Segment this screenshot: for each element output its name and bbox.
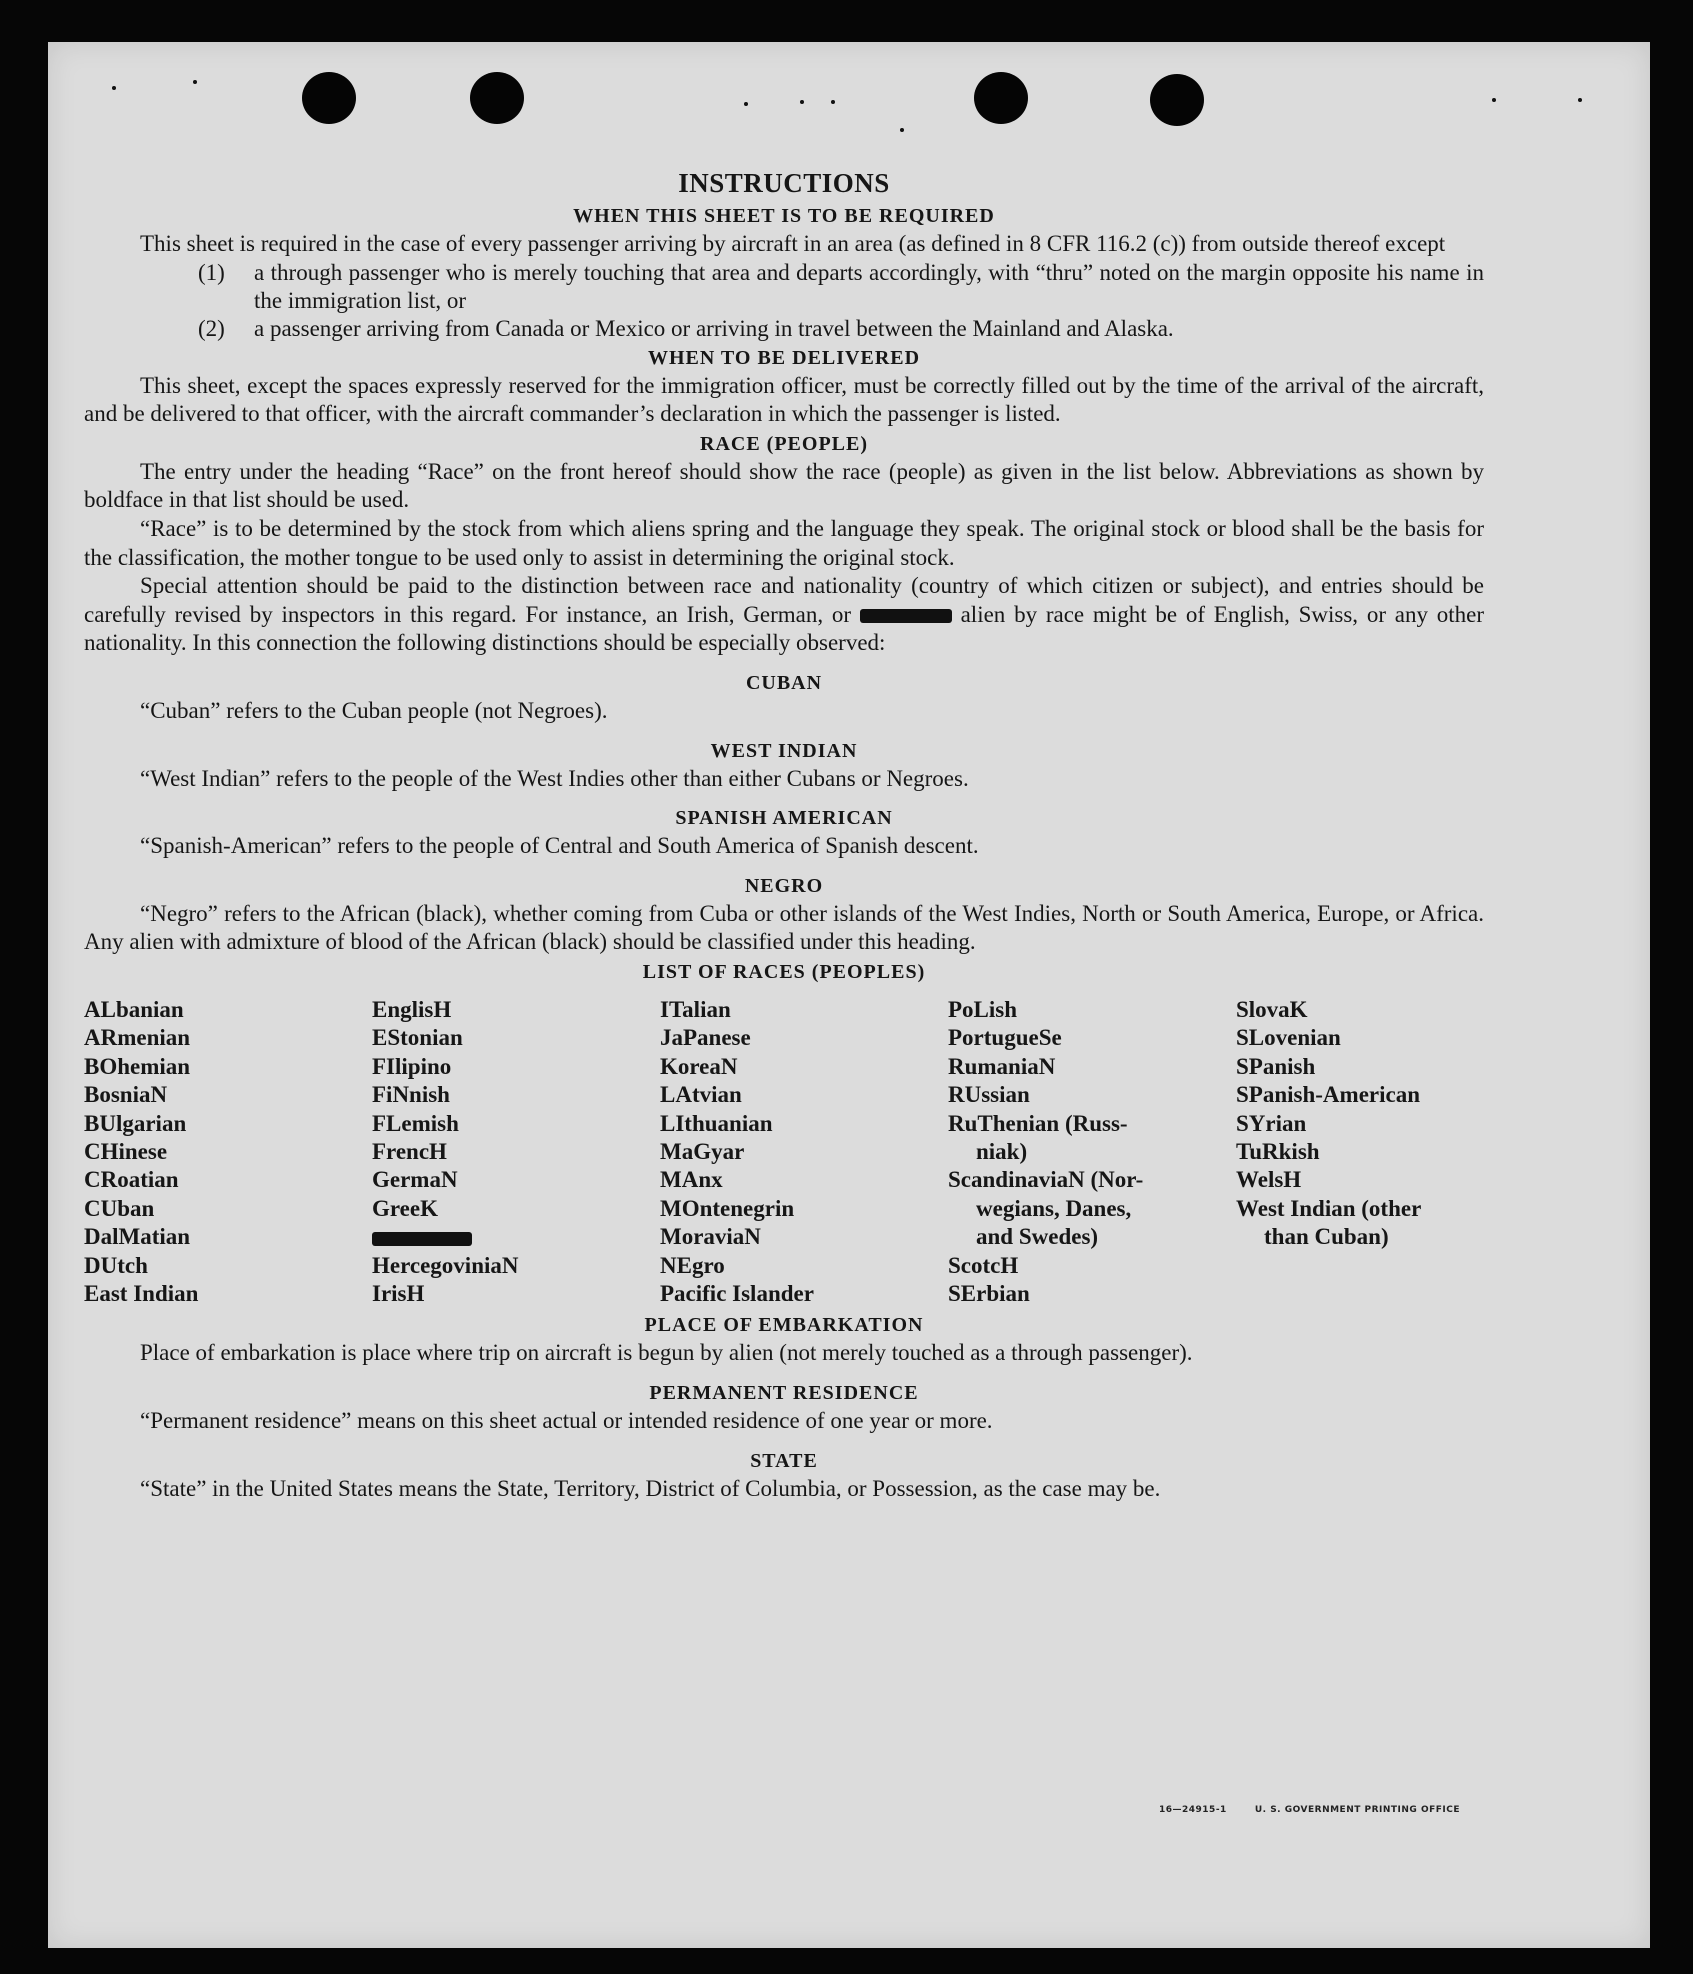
race-entry: MoraviaN <box>660 1224 761 1250</box>
section-heading: PLACE OF EMBARKATION <box>644 1314 924 1337</box>
race-entry: GermaN <box>372 1167 458 1193</box>
race-entry: PoLish <box>948 996 1018 1022</box>
race-entry: KoreaN <box>660 1053 738 1079</box>
exception-text: a passenger arriving from Canada or Mexico or arriving in travel between the Mainland and Alaska. <box>254 315 1174 341</box>
races-column <box>372 996 660 1308</box>
race-entry: DUtch <box>84 1252 148 1278</box>
instructions-body <box>84 168 1484 1503</box>
race-entry: ALbanian <box>84 996 184 1022</box>
punch-hole <box>470 72 524 124</box>
race-entry: RuThenian (Russ- <box>948 1110 1128 1136</box>
printer-name: U. S. GOVERNMENT PRINTING OFFICE <box>1254 1805 1460 1815</box>
spanish-american-definition: “Spanish-American” refers to the people of Central and South America of Spanish descent. <box>140 833 979 859</box>
embarkation-definition: Place of embarkation is place where trip on aircraft is begun by alien (not merely touched as a through passenger). <box>140 1340 1193 1366</box>
speck <box>800 100 804 104</box>
delivery-text: This sheet, except the spaces expressly reserved for the immigration officer, must be correctly filled out by the time of the arrival of the aircraft, and be delivered to that officer, with the aircraft commander’s declaration in which the passenger is listed. <box>84 372 1484 427</box>
race-entry: and Swedes) <box>976 1224 1099 1250</box>
speck <box>1492 98 1496 102</box>
section-heading: WEST INDIAN <box>710 739 858 762</box>
redaction-mark <box>372 1232 472 1246</box>
race-entry: GreeK <box>372 1195 438 1221</box>
punch-hole <box>974 72 1028 124</box>
race-entry: FLemish <box>372 1110 459 1136</box>
race-paragraph-part: alien by race might be of English, Swiss, or any other nationality. In this connection the following distinctions should be especially observed: <box>84 601 1485 656</box>
race-entry: ARmenian <box>84 1025 191 1051</box>
race-paragraph: “Race” is to be determined by the stock from which aliens spring and the language they speak. The original stock or blood shall be the basis for the classification, the mother tongue to be used only to assist in determining the original stock. <box>84 515 1484 570</box>
redaction-mark <box>860 609 952 623</box>
section-heading: NEGRO <box>744 874 824 897</box>
section-heading: WHEN TO BE DELIVERED <box>647 346 921 369</box>
race-entry: CRoatian <box>84 1167 179 1193</box>
page-title: INSTRUCTIONS <box>678 168 890 198</box>
section-heading: RACE (PEOPLE) <box>700 432 868 455</box>
race-entry: FrencH <box>372 1138 447 1164</box>
section-heading: LIST OF RACES (PEOPLES) <box>642 960 926 983</box>
race-entry: RumaniaN <box>948 1053 1056 1079</box>
race-entry: FiNnish <box>372 1082 450 1108</box>
punch-hole <box>1150 74 1204 126</box>
section-heading: SPANISH AMERICAN <box>675 807 893 830</box>
negro-definition: “Negro” refers to the African (black), whether coming from Cuba or other islands of the West Indies, North or South America, Europe, or Africa. Any alien with admixture of blood of the African (black) should be classified under this heading. <box>84 900 1484 955</box>
exception-number: (1) <box>198 259 225 285</box>
speck <box>744 102 748 106</box>
race-entry: IrisH <box>372 1280 425 1306</box>
race-entry: MaGyar <box>660 1138 745 1164</box>
cuban-definition: “Cuban” refers to the Cuban people (not Negroes). <box>140 697 608 723</box>
form-code: 16—24915-1 <box>1158 1805 1227 1815</box>
races-list <box>84 996 1484 1308</box>
race-entry: SPanish <box>1236 1053 1316 1079</box>
document-sheet <box>48 42 1650 1948</box>
state-definition: “State” in the United States means the State, Territory, District of Columbia, or Possession, as the case may be. <box>140 1475 1161 1501</box>
speck <box>112 86 116 90</box>
race-entry: SPanish-American <box>1236 1082 1420 1108</box>
race-entry: than Cuban) <box>1264 1224 1389 1250</box>
race-entry: DalMatian <box>84 1224 191 1250</box>
race-entry: East Indian <box>84 1280 199 1306</box>
race-entry: TuRkish <box>1236 1138 1320 1164</box>
speck <box>831 100 835 104</box>
race-entry: West Indian (other <box>1236 1195 1422 1221</box>
race-entry: NEgro <box>660 1252 725 1278</box>
exception-item <box>198 259 1484 315</box>
race-entry: PortugueSe <box>948 1025 1062 1051</box>
punch-hole <box>302 72 356 124</box>
race-paragraph-part: Special attention should be paid to the distinction between race and nationality (country of which citizen or subject), and entries should be carefully revised by inspectors in this regard. For instance, an Irish, German, or <box>84 573 1484 627</box>
race-entry: JaPanese <box>660 1025 751 1051</box>
exception-text: a through passenger who is merely touching that area and departs accordingly, with “thru” noted on the margin opposite his name in the immigration list, or <box>254 259 1484 313</box>
race-entry <box>372 1223 660 1251</box>
race-entry: MOntenegrin <box>660 1195 795 1221</box>
speck <box>1578 98 1582 102</box>
race-entry: SLovenian <box>1236 1025 1341 1051</box>
races-column <box>660 996 948 1308</box>
race-entry: BOhemian <box>84 1053 191 1079</box>
race-entry: EStonian <box>372 1025 463 1051</box>
section-heading: PERMANENT RESIDENCE <box>649 1381 919 1404</box>
race-entry: SYrian <box>1236 1110 1307 1136</box>
race-entry: wegians, Danes, <box>976 1195 1132 1221</box>
exception-item <box>198 315 1484 343</box>
race-entry: CHinese <box>84 1138 168 1164</box>
residence-definition: “Permanent residence” means on this sheet actual or intended residence of one year or more. <box>140 1407 993 1433</box>
race-entry: RUssian <box>948 1082 1030 1108</box>
race-entry: BosniaN <box>84 1082 168 1108</box>
race-entry: MAnx <box>660 1167 723 1193</box>
race-entry: LAtvian <box>660 1082 742 1108</box>
printer-imprint <box>1159 1805 1460 1815</box>
race-entry: Pacific Islander <box>660 1280 814 1306</box>
races-column <box>84 996 372 1308</box>
race-entry: CUban <box>84 1195 155 1221</box>
section-heading: CUBAN <box>745 671 823 694</box>
section-heading: STATE <box>750 1449 818 1472</box>
races-column <box>1236 996 1496 1308</box>
race-entry: HercegoviniaN <box>372 1252 519 1278</box>
race-entry: ScandinaviaN (Nor- <box>948 1167 1144 1193</box>
race-entry: ITalian <box>660 996 731 1022</box>
race-entry: SErbian <box>948 1280 1030 1306</box>
required-intro: This sheet is required in the case of every passenger arriving by aircraft in an area (as defined in 8 CFR 116.2 (c)) from outside thereof except <box>140 231 1446 256</box>
races-column <box>948 996 1236 1308</box>
west-indian-definition: “West Indian” refers to the people of the West Indies other than either Cubans or Negroes. <box>140 765 969 791</box>
race-entry: WelsH <box>1236 1167 1302 1193</box>
race-paragraph: The entry under the heading “Race” on the front hereof should show the race (people) as given in the list below. Abbreviations as shown by boldface in that list should be used. <box>84 458 1484 513</box>
race-entry: niak) <box>976 1138 1028 1164</box>
race-entry: EnglisH <box>372 996 452 1022</box>
race-entry: FIlipino <box>372 1053 452 1079</box>
race-entry: SlovaK <box>1236 996 1308 1022</box>
speck <box>193 80 197 84</box>
race-entry: ScotcH <box>948 1252 1019 1278</box>
race-paragraph <box>84 572 1484 658</box>
section-heading: WHEN THIS SHEET IS TO BE REQUIRED <box>573 205 995 227</box>
race-entry: BUlgarian <box>84 1110 187 1136</box>
race-entry: LIthuanian <box>660 1110 773 1136</box>
speck <box>900 128 904 132</box>
exception-number: (2) <box>198 315 225 341</box>
